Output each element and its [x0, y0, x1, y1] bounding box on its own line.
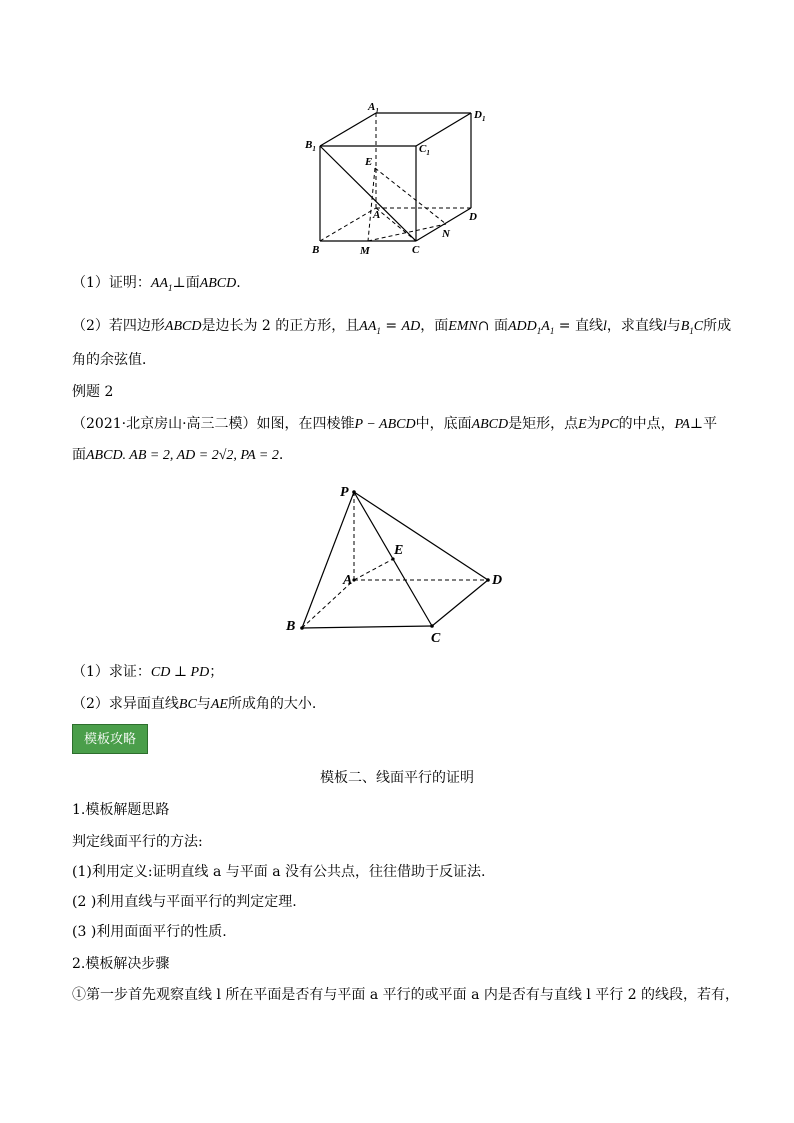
question-2-line1: （2）若四边形ABCD是边长为 2 的正方形，且$AA_1$ = AD，面EMN∩ 面$ADD_1A_1$ = 直线l，求直线l与$B_1C$所成 — [72, 318, 732, 336]
example-2-title: 例题 2 — [72, 384, 114, 400]
step-2-line1: ①第一步首先观察直线 l 所在平面是否有与平面 a 平行的或平面 a 内是否有与直线 l 平行 2 的线段，若有， — [72, 987, 740, 1003]
label-N: N — [442, 228, 450, 240]
cube-figure — [296, 96, 506, 262]
example-2-question-1: （1）求证：CD ⊥ PD； — [72, 664, 224, 680]
label-A1: $A_1$ — [368, 101, 379, 115]
example-2-line2: 面ABCD. AB = 2, AD = 2√2, PA = 2. — [72, 447, 284, 463]
label-A2: A — [343, 573, 353, 588]
template-strategy-badge: 模板攻略 — [72, 724, 148, 754]
label-C1: $C_1$ — [419, 143, 430, 157]
method-1: (1)利用定义:证明直线 a 与平面 a 没有公共点，往往借助于反证法. — [72, 864, 486, 880]
label-C2: C — [431, 631, 441, 646]
label-P: P — [340, 485, 349, 500]
label-B: B — [312, 244, 320, 256]
label-E: E — [365, 156, 373, 168]
section-title: 模板二、线面平行的证明 — [320, 770, 474, 786]
method-3: (3 )利用面面平行的性质. — [72, 924, 227, 940]
method-intro: 判定线面平行的方法: — [72, 834, 203, 850]
step-1-heading: 1.模板解题思路 — [72, 802, 170, 818]
pyramid-figure — [282, 480, 512, 648]
question-2-line2: 角的余弦值． — [72, 352, 156, 368]
method-2: (2 )利用直线与平面平行的判定定理. — [72, 894, 297, 910]
label-B2: B — [286, 619, 296, 634]
label-B1: $B_1$ — [305, 139, 316, 153]
label-D2: D — [492, 573, 503, 588]
label-M: M — [360, 245, 370, 257]
label-E2: E — [394, 543, 404, 558]
example-2-question-2: （2）求异面直线BC与AE所成角的大小. — [72, 696, 317, 712]
example-2-line1: （2021·北京房山·高三二模）如图，在四棱锥P − ABCD中，底面ABCD是矩形，点E为PC的中点，PA⊥平 — [72, 416, 718, 432]
label-D1: $D_1$ — [474, 109, 486, 123]
label-A: A — [373, 209, 381, 221]
question-1: （1）证明：$AA_1\perp$面ABCD. — [72, 275, 241, 293]
step-2-heading: 2.模板解决步骤 — [72, 956, 170, 972]
label-D: D — [469, 211, 477, 223]
label-C: C — [412, 244, 420, 256]
